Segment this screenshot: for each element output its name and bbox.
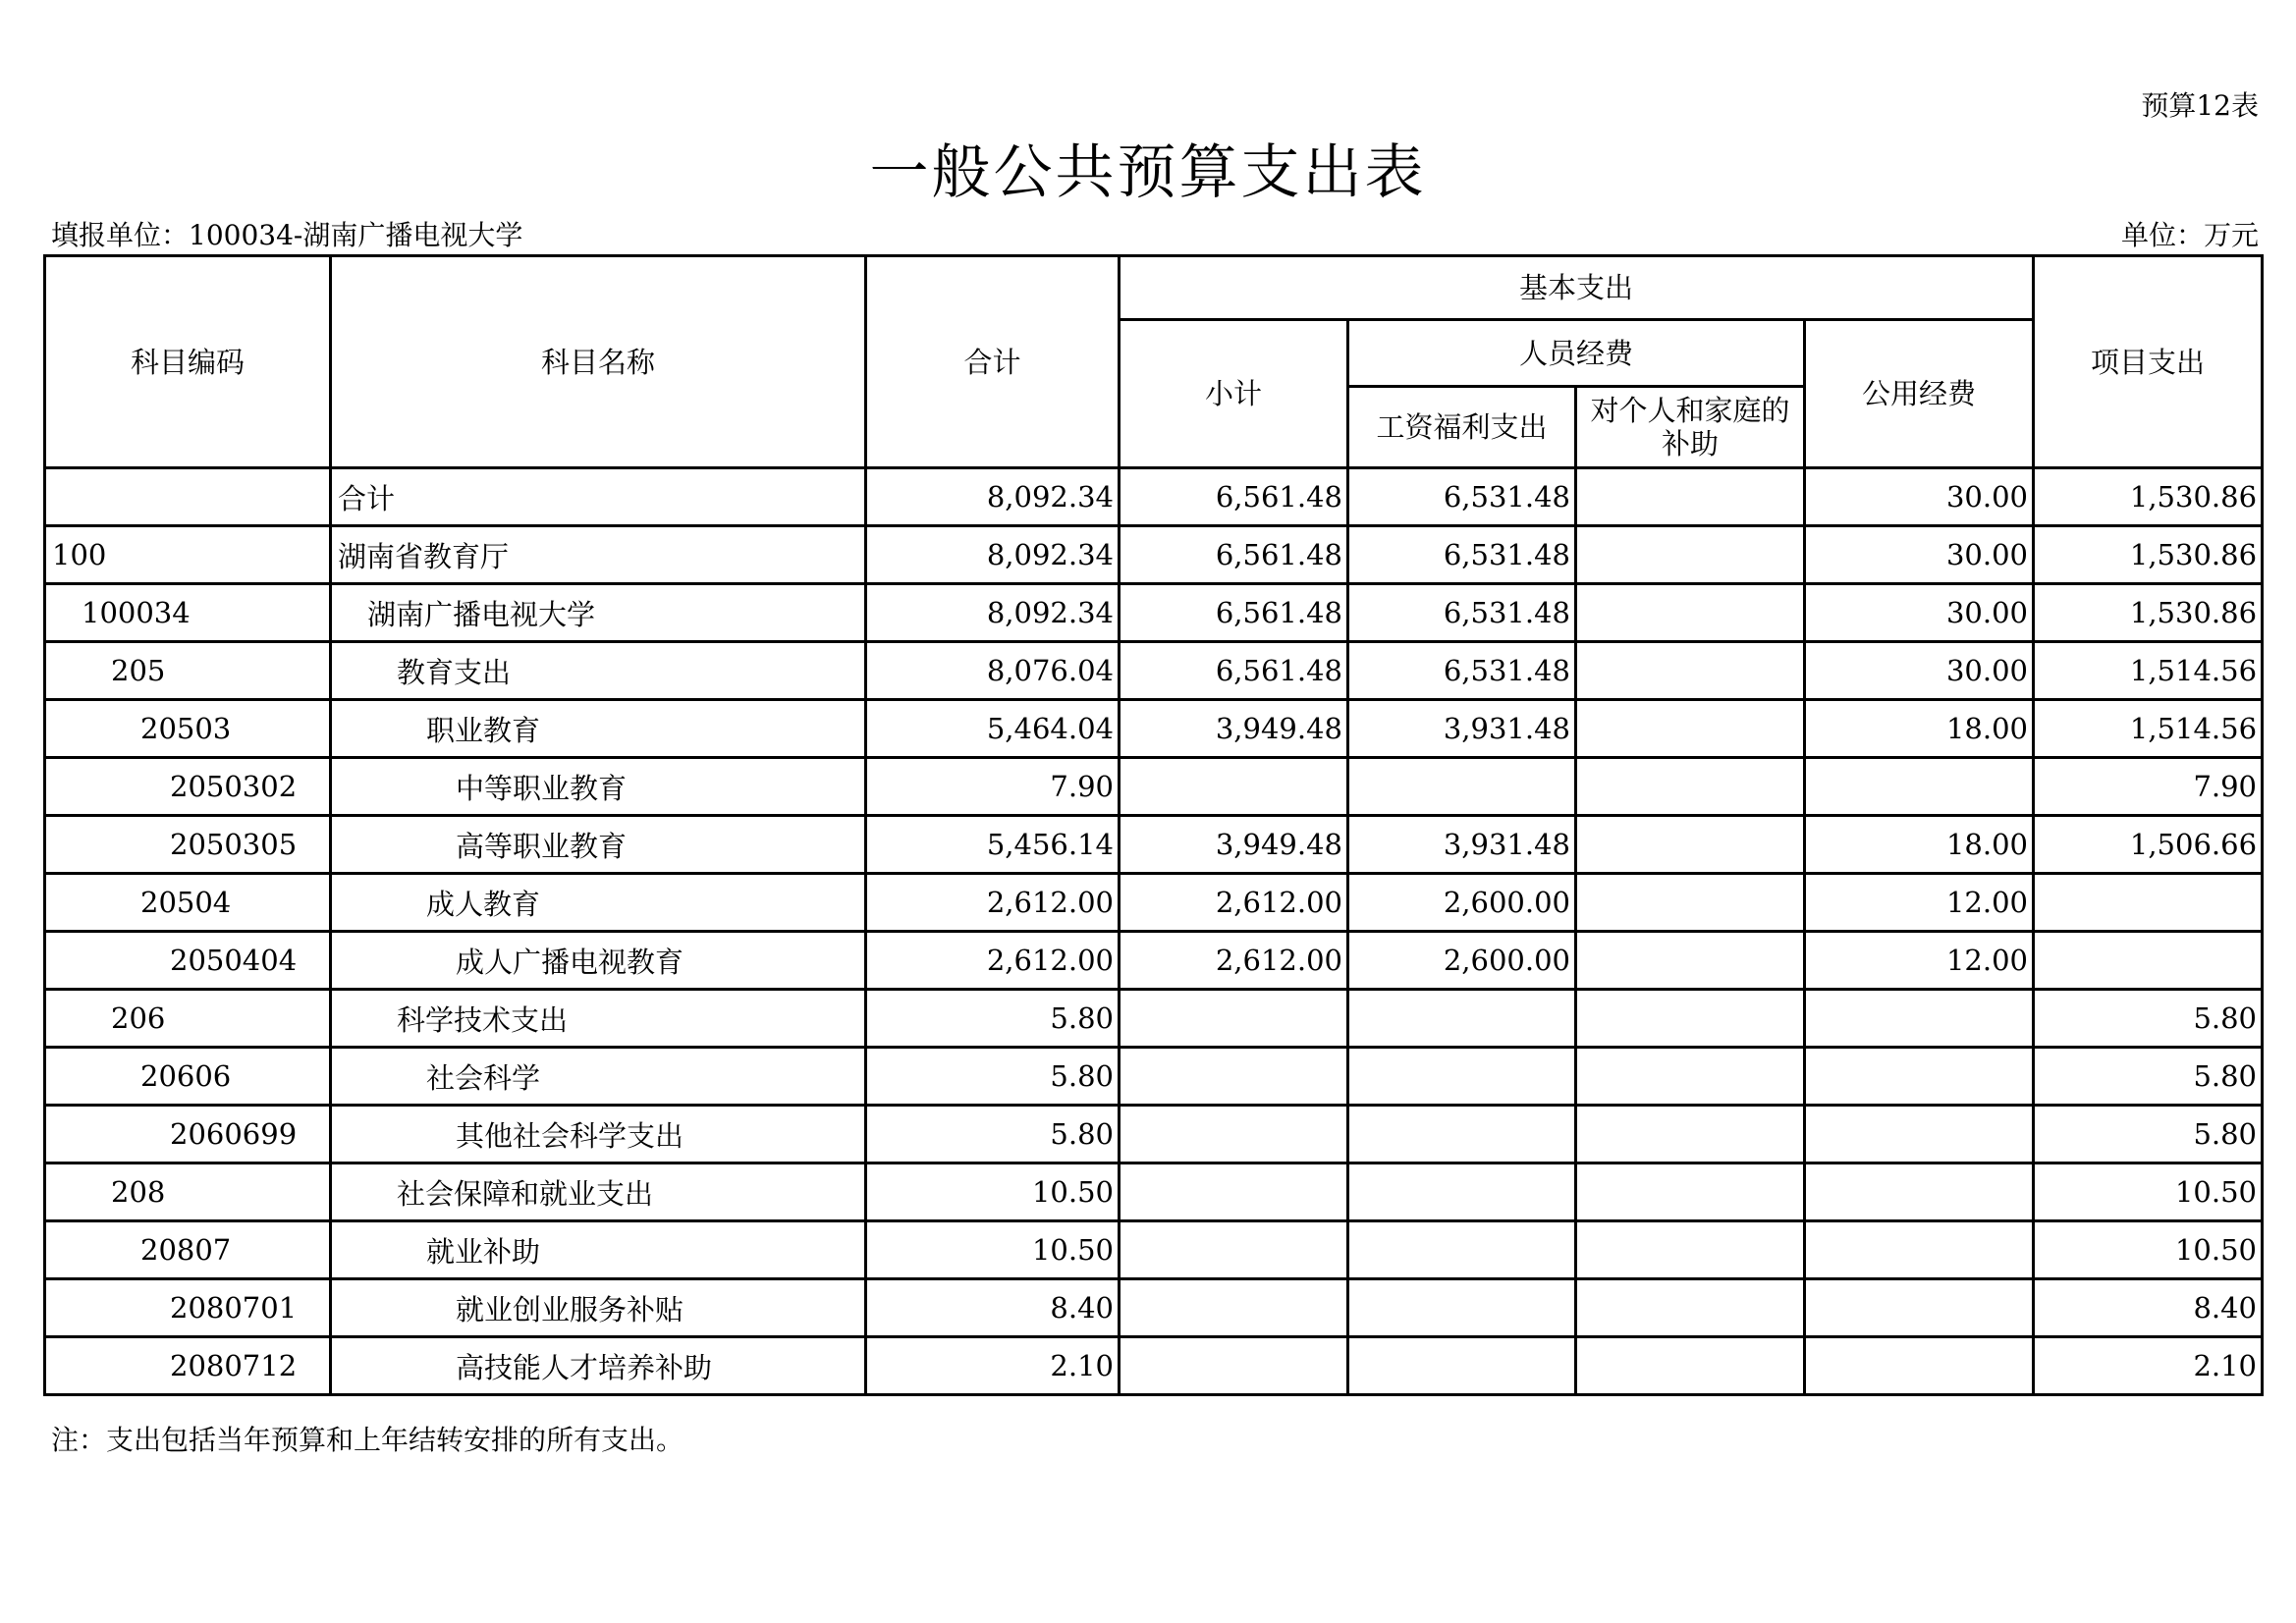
header-total: 合计 — [866, 256, 1120, 468]
reporting-unit: 填报单位：100034-湖南广播电视大学 — [51, 219, 523, 251]
header-project: 项目支出 — [2034, 256, 2263, 468]
cell-subtotal — [1120, 1279, 1348, 1337]
cell-subtotal — [1120, 1163, 1348, 1221]
cell-code: 20503 — [45, 700, 331, 758]
cell-total: 5,464.04 — [866, 700, 1120, 758]
cell-family — [1576, 468, 1805, 526]
header-basic: 基本支出 — [1120, 256, 2034, 320]
cell-total: 2,612.00 — [866, 932, 1120, 990]
cell-project — [2034, 932, 2263, 990]
cell-public — [1805, 1337, 2034, 1395]
table-row — [45, 1221, 2263, 1279]
cell-project: 1,530.86 — [2034, 468, 2263, 526]
cell-project — [2034, 874, 2263, 932]
cell-code: 205 — [45, 642, 331, 700]
cell-family — [1576, 1048, 1805, 1106]
cell-name: 职业教育 — [331, 700, 866, 758]
cell-total: 8,092.34 — [866, 584, 1120, 642]
table-row — [45, 758, 2263, 816]
cell-code: 2050404 — [45, 932, 331, 990]
cell-name: 湖南广播电视大学 — [331, 584, 866, 642]
cell-name: 湖南省教育厅 — [331, 526, 866, 584]
cell-family — [1576, 642, 1805, 700]
footnote: 注：支出包括当年预算和上年结转安排的所有支出。 — [51, 1424, 684, 1456]
table-row — [45, 526, 2263, 584]
header-personnel: 人员经费 — [1348, 320, 1805, 387]
table-row — [45, 990, 2263, 1048]
cell-total: 5,456.14 — [866, 816, 1120, 874]
cell-salary — [1348, 1163, 1576, 1221]
cell-public: 30.00 — [1805, 526, 2034, 584]
cell-family — [1576, 1221, 1805, 1279]
cell-total: 8,092.34 — [866, 468, 1120, 526]
cell-subtotal — [1120, 758, 1348, 816]
table-row — [45, 1163, 2263, 1221]
cell-subtotal: 3,949.48 — [1120, 700, 1348, 758]
cell-public — [1805, 1221, 2034, 1279]
cell-total: 7.90 — [866, 758, 1120, 816]
cell-subtotal: 6,561.48 — [1120, 526, 1348, 584]
cell-public: 18.00 — [1805, 816, 2034, 874]
cell-salary: 2,600.00 — [1348, 932, 1576, 990]
cell-project: 5.80 — [2034, 1048, 2263, 1106]
cell-family — [1576, 1163, 1805, 1221]
cell-code: 2080712 — [45, 1337, 331, 1395]
cell-salary — [1348, 1221, 1576, 1279]
cell-salary — [1348, 990, 1576, 1048]
cell-public: 12.00 — [1805, 932, 2034, 990]
cell-family — [1576, 1106, 1805, 1163]
cell-name: 科学技术支出 — [331, 990, 866, 1048]
cell-code — [45, 468, 331, 526]
cell-total: 10.50 — [866, 1163, 1120, 1221]
table-row — [45, 816, 2263, 874]
cell-total: 2,612.00 — [866, 874, 1120, 932]
cell-project: 5.80 — [2034, 1106, 2263, 1163]
table-row — [45, 1279, 2263, 1337]
cell-subtotal — [1120, 1221, 1348, 1279]
cell-public: 30.00 — [1805, 468, 2034, 526]
cell-family — [1576, 1279, 1805, 1337]
cell-family — [1576, 990, 1805, 1048]
cell-subtotal: 2,612.00 — [1120, 874, 1348, 932]
cell-name: 就业创业服务补贴 — [331, 1279, 866, 1337]
cell-project: 1,530.86 — [2034, 526, 2263, 584]
cell-project: 1,514.56 — [2034, 642, 2263, 700]
cell-salary: 6,531.48 — [1348, 642, 1576, 700]
cell-family — [1576, 700, 1805, 758]
cell-family — [1576, 584, 1805, 642]
cell-code: 206 — [45, 990, 331, 1048]
cell-name: 高技能人才培养补助 — [331, 1337, 866, 1395]
budget-table — [43, 254, 2264, 1396]
cell-family — [1576, 758, 1805, 816]
cell-total: 8,076.04 — [866, 642, 1120, 700]
cell-project: 10.50 — [2034, 1163, 2263, 1221]
cell-name: 合计 — [331, 468, 866, 526]
cell-public — [1805, 1106, 2034, 1163]
cell-project: 5.80 — [2034, 990, 2263, 1048]
cell-code: 2050305 — [45, 816, 331, 874]
header-public: 公用经费 — [1805, 320, 2034, 468]
cell-total: 5.80 — [866, 1106, 1120, 1163]
header-salary: 工资福利支出 — [1348, 387, 1576, 468]
cell-project: 2.10 — [2034, 1337, 2263, 1395]
header-family: 对个人和家庭的补助 — [1576, 387, 1805, 468]
cell-total: 8,092.34 — [866, 526, 1120, 584]
cell-family — [1576, 526, 1805, 584]
cell-name: 成人广播电视教育 — [331, 932, 866, 990]
cell-name: 成人教育 — [331, 874, 866, 932]
cell-public — [1805, 758, 2034, 816]
form-number: 预算12表 — [2141, 89, 2259, 122]
cell-total: 8.40 — [866, 1279, 1120, 1337]
cell-project: 8.40 — [2034, 1279, 2263, 1337]
cell-public — [1805, 1163, 2034, 1221]
cell-salary: 6,531.48 — [1348, 584, 1576, 642]
cell-name: 社会保障和就业支出 — [331, 1163, 866, 1221]
cell-subtotal — [1120, 1048, 1348, 1106]
cell-subtotal — [1120, 990, 1348, 1048]
cell-public — [1805, 1048, 2034, 1106]
cell-salary: 2,600.00 — [1348, 874, 1576, 932]
cell-salary: 3,931.48 — [1348, 700, 1576, 758]
cell-code: 20606 — [45, 1048, 331, 1106]
cell-code: 100 — [45, 526, 331, 584]
header-code: 科目编码 — [45, 256, 331, 468]
cell-public: 30.00 — [1805, 642, 2034, 700]
cell-code: 20504 — [45, 874, 331, 932]
cell-code: 208 — [45, 1163, 331, 1221]
cell-project: 7.90 — [2034, 758, 2263, 816]
cell-salary — [1348, 1279, 1576, 1337]
cell-name: 中等职业教育 — [331, 758, 866, 816]
cell-subtotal: 2,612.00 — [1120, 932, 1348, 990]
cell-public: 18.00 — [1805, 700, 2034, 758]
table-row — [45, 1337, 2263, 1395]
cell-total: 10.50 — [866, 1221, 1120, 1279]
table-row — [45, 700, 2263, 758]
page-title: 一般公共预算支出表 — [869, 138, 1427, 207]
table-row — [45, 584, 2263, 642]
cell-public — [1805, 990, 2034, 1048]
cell-name: 社会科学 — [331, 1048, 866, 1106]
cell-project: 1,530.86 — [2034, 584, 2263, 642]
cell-project: 1,506.66 — [2034, 816, 2263, 874]
cell-project: 10.50 — [2034, 1221, 2263, 1279]
cell-subtotal: 6,561.48 — [1120, 584, 1348, 642]
cell-salary — [1348, 1337, 1576, 1395]
table-row — [45, 642, 2263, 700]
cell-project: 1,514.56 — [2034, 700, 2263, 758]
currency-unit: 单位：万元 — [2120, 219, 2259, 251]
cell-subtotal: 3,949.48 — [1120, 816, 1348, 874]
cell-name: 其他社会科学支出 — [331, 1106, 866, 1163]
cell-name: 就业补助 — [331, 1221, 866, 1279]
cell-name: 教育支出 — [331, 642, 866, 700]
cell-family — [1576, 1337, 1805, 1395]
cell-subtotal — [1120, 1106, 1348, 1163]
cell-salary — [1348, 1106, 1576, 1163]
cell-family — [1576, 932, 1805, 990]
cell-total: 2.10 — [866, 1337, 1120, 1395]
cell-subtotal: 6,561.48 — [1120, 468, 1348, 526]
table-row — [45, 468, 2263, 526]
cell-name: 高等职业教育 — [331, 816, 866, 874]
cell-total: 5.80 — [866, 990, 1120, 1048]
header-subtotal: 小计 — [1120, 320, 1348, 468]
cell-code: 2050302 — [45, 758, 331, 816]
cell-family — [1576, 816, 1805, 874]
table-row — [45, 1106, 2263, 1163]
cell-salary: 6,531.48 — [1348, 468, 1576, 526]
cell-code: 2080701 — [45, 1279, 331, 1337]
cell-family — [1576, 874, 1805, 932]
cell-public: 12.00 — [1805, 874, 2034, 932]
cell-public — [1805, 1279, 2034, 1337]
cell-code: 2060699 — [45, 1106, 331, 1163]
cell-salary — [1348, 1048, 1576, 1106]
table-row — [45, 1048, 2263, 1106]
table-row — [45, 932, 2263, 990]
cell-salary: 6,531.48 — [1348, 526, 1576, 584]
cell-salary — [1348, 758, 1576, 816]
cell-subtotal — [1120, 1337, 1348, 1395]
cell-total: 5.80 — [866, 1048, 1120, 1106]
cell-code: 100034 — [45, 584, 331, 642]
table-row — [45, 874, 2263, 932]
cell-public: 30.00 — [1805, 584, 2034, 642]
cell-subtotal: 6,561.48 — [1120, 642, 1348, 700]
header-name: 科目名称 — [331, 256, 866, 468]
cell-code: 20807 — [45, 1221, 331, 1279]
cell-salary: 3,931.48 — [1348, 816, 1576, 874]
